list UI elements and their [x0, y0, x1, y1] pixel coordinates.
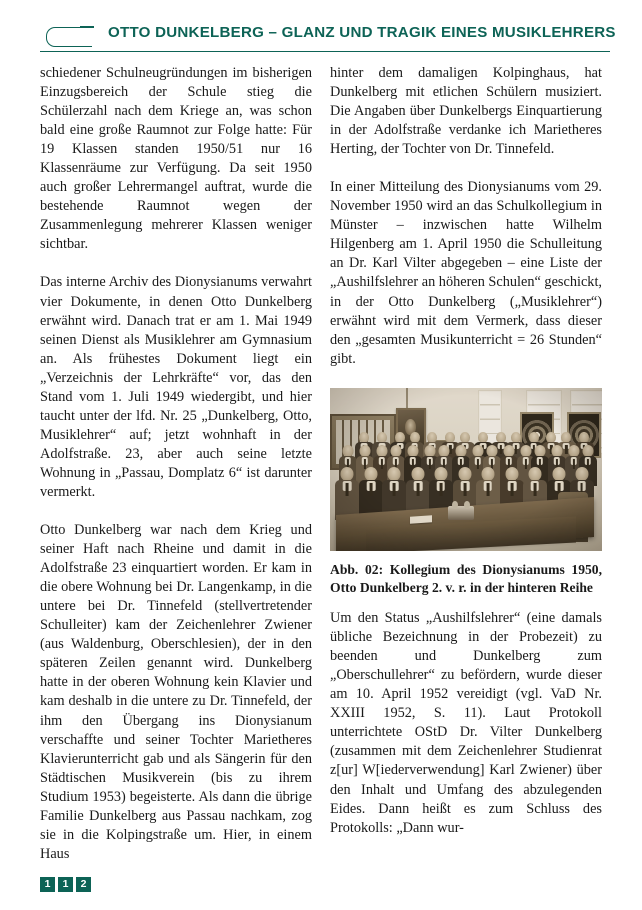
paragraph: Um den Status „Aushilfslehrer“ (eine damals übliche Bezeichnung in der Probezeit) zu beenden und Dunkelberg zum „Oberschullehrer“ zu befördern, wurde dieser am 10. April 1952 vereidigt (vgl. VaD Nr. XXIII 1952, S. 11). Laut Protokoll unterrichtete OStD Dr. Vilter Dunkelberg (zusammen mit dem Zeichenlehrer Studienrat z[ur] W[iederverwendung] Karl Zwiener) über den Inhalt und Umfang des abzulegenden Eides. Dann heißt es zum Schluss des Protokolls: „Dann wur- [330, 610, 602, 836]
bracket-ornament-icon [46, 27, 92, 47]
figure-image [330, 388, 602, 551]
page-folio [40, 877, 91, 892]
folio-digit: 1 [40, 877, 55, 892]
paragraph: schiedener Schulneugründungen im bisherigen Einzugsbereich der Schule stieg die Schülerzahl nach dem Kriege an, was schon bald eine große Raumnot zur Folge hatte: Für 19 Klassen standen 1950/51 nur 16 Klassenräume zur Verfügung. Da seit 1950 auch großer Lehrermangel auftrat, wurde die bestehende Raumnot wegen der Zusammenlegung mehrerer Klassen weniger sichtbar. [40, 65, 312, 253]
paragraph: Otto Dunkelberg war nach dem Krieg und seiner Haft nach Rheine und damit in die Adolfstraße 23 einquartiert worden. Er kam in die obere Wohnung bei Dr. Langenkamp, in die untere bei Dr. Tinnefeld (stellvertretender Schulleiter) kam der Zeichenlehrer Zwiener (aus Waldenburg, Oberschlesien), der in den späteren Zeilen genannt wird. Dunkelberg hatte in der oberen Wohnung kein Klavier und kam deshalb in die untere zu Dr. Tinnefeld, der ihm den Übergang ins Dionysianum verschaffte und seiner Tochter Marietheres Klavierunterricht gab und als Sängerin für den Städtischen Musikverein (bis zu ihrem Studium 1953) begeisterte. Als dann die übrige Familie Dunkelberg aus Passau nachkam, zog sie in die Kolpingstraße um. Hier, in einem Haus [40, 522, 312, 862]
photo-vignette [330, 388, 602, 551]
figure-abb-02 [330, 388, 602, 597]
paragraph: In einer Mitteilung des Dionysianums vom 29. November 1950 wird an das Schulkollegium in Münster – inzwischen hatte Wilhelm Hilgenberg am 1. April 1950 die Schulleitung an Dr. Karl Vilter abgegeben – eine Liste der „Aushilfslehrer an höheren Schulen“ geschickt, in der Otto Dunkelberg („Musiklehrer“) erwähnt wird mit dem Vermerk, dass dieser den „gesamten Musikunterricht = 26 Stunden“ gibt. [330, 179, 602, 367]
running-head-title: OTTO DUNKELBERG – GLANZ UND TRAGIK EINES MUSIKLEHRERS [108, 24, 616, 41]
left-column [40, 64, 312, 864]
header-divider [40, 51, 610, 52]
paragraph: Das interne Archiv des Dionysianums verwahrt vier Dokumente, in denen Otto Dunkelberg erwähnt wird. Danach trat er am 1. Mai 1949 seinen Dienst als Musiklehrer am Gymnasium an. Als frühestes Dokument liegt ein „Verzeichnis der Lehrkräfte“ vor, das den Stand vom 1. Juli 1949 wiedergibt, und hier taucht unter der lfd. Nr. 25 „Dunkelberg, Otto, Musiklehrer“ auf; jetzt wohnhaft in der Adolfstraße. 23, aber auch seine letzte Wohnung in „Passau, Domplatz 6“ ist darunter vermerkt. [40, 274, 312, 500]
running-head [40, 24, 616, 54]
folio-digit: 2 [76, 877, 91, 892]
right-column [330, 64, 602, 838]
folio-digit: 1 [58, 877, 73, 892]
paragraph: hinter dem damaligen Kolpinghaus, hat Dunkelberg mit etlichen Schülern musiziert. Die Angaben über Dunkelbergs Einquartierung in der Adolfstraße verdanke ich Marietheres Herting, der Tochter von Dr. Tinnefeld. [330, 65, 602, 158]
figure-caption: Abb. 02: Kollegium des Dionysianums 1950, Otto Dunkelberg 2. v. r. in der hinteren Reihe [330, 561, 602, 595]
